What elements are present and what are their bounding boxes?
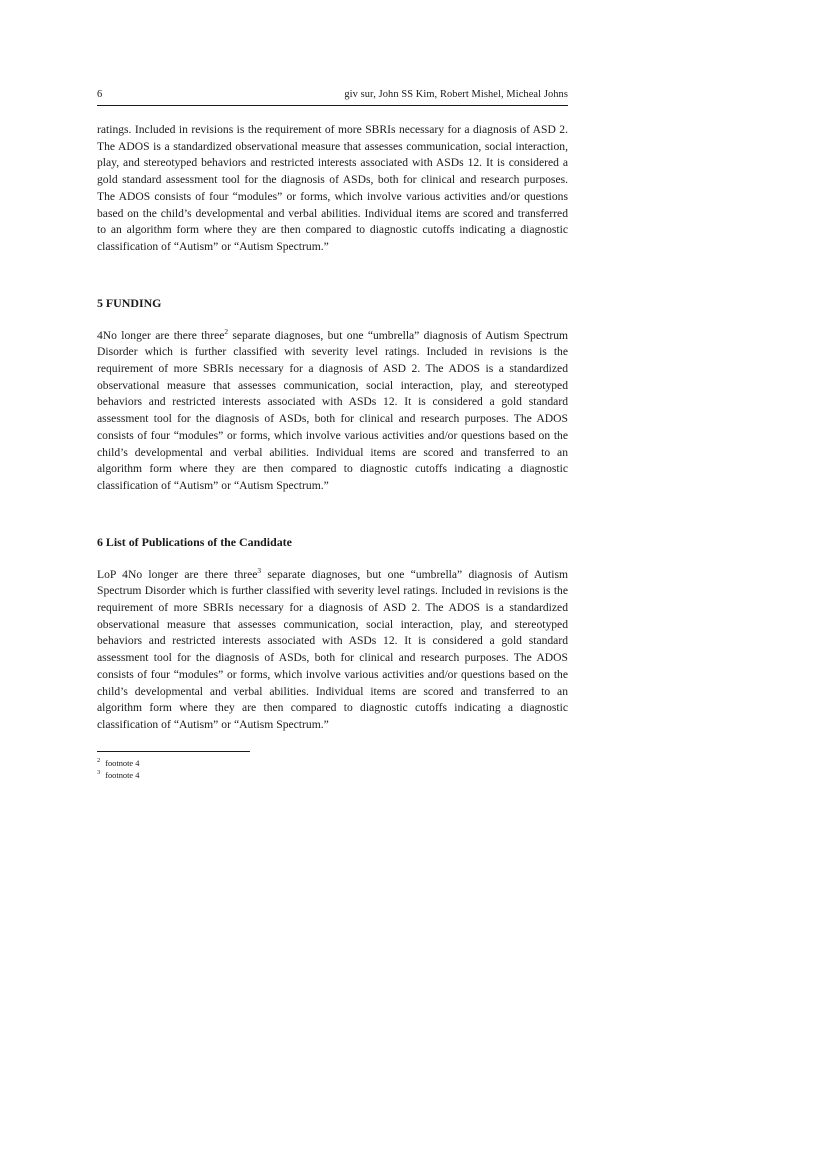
- section-6-paragraph-lead: LoP 4No longer are there three: [97, 567, 258, 581]
- section-5-paragraph: [97, 328, 568, 495]
- body-paragraph-continued: ratings. Included in revisions is the requirement of more SBRIs necessary for a diagnosis of ASD 2. The ADOS is a standardized observational measure that assesses communication, social interaction, play, and stereotyped behaviors and restricted interests associated with ASDs 12. It is considered a gold standard assessment tool for the diagnosis of ASDs, both for clinical and research purposes. The ADOS consists of four “modules” or forms, which involve various activities and/or questions based on the child’s developmental and verbal abilities. Individual items are scored and transferred to an algorithm form where they are then compared to diagnostic cutoffs indicating a diagnostic classification of “Autism” or “Autism Spectrum.”: [97, 123, 568, 253]
- footnote-entry: 2 footnote 4: [97, 756, 140, 768]
- page-content: [97, 88, 568, 782]
- spacer-after-section-6-heading: [97, 550, 568, 567]
- section-heading-5-funding: 5 FUNDING: [97, 295, 162, 310]
- spacer-after-section-5-heading: [97, 311, 568, 328]
- running-head: [97, 88, 568, 106]
- footnote-entry: 3 footnote 4: [97, 769, 140, 780]
- footnote-text: footnote 4: [105, 770, 140, 780]
- footnote-separator-rule: [97, 751, 250, 752]
- spacer-before-section-5: [97, 256, 568, 296]
- spacer-before-section-6: [97, 495, 568, 535]
- footnote-text: footnote 4: [105, 758, 140, 768]
- section-6-paragraph: [97, 567, 568, 734]
- footnote-marker-2[interactable]: 2: [224, 326, 229, 336]
- footnote-marker-3[interactable]: 3: [257, 565, 262, 575]
- section-heading-6-list-of-publications: 6 List of Publications of the Candidate: [97, 534, 292, 549]
- footnote-area: [97, 751, 568, 782]
- running-head-authors: giv sur, John SS Kim, Robert Mishel, Micheal Johns: [344, 89, 568, 100]
- section-5-paragraph-lead: 4No longer are there three: [97, 328, 225, 342]
- section-5-paragraph-rest: separate diagnoses, but one “umbrella” diagnosis of Autism Spectrum Disorder which is further classified with severity level ratings. Included in revisions is the requirement of more SBRIs necessary for a diagnosis of ASD 2. The ADOS is a standardized observational measure that assesses communication, social interaction, play, and stereotyped behaviors and restricted interests associated with ASDs 12. It is considered a gold standard assessment tool for the diagnosis of ASDs, both for clinical and research purposes. The ADOS consists of four “modules” or forms, which involve various activities and/or questions based on the child’s developmental and verbal abilities. Individual items are scored and transferred to an algorithm form where they are then compared to diagnostic cutoffs indicating a diagnostic classification of “Autism” or “Autism Spectrum.”: [97, 328, 569, 492]
- page-number: 6: [97, 89, 103, 100]
- section-6-paragraph-rest: separate diagnoses, but one “umbrella” diagnosis of Autism Spectrum Disorder which is further classified with severity level ratings. Included in revisions is the requirement of more SBRIs necessary for a diagnosis of ASD 2. The ADOS is a standardized observational measure that assesses communication, social interaction, play, and stereotyped behaviors and restricted interests associated with ASDs 12. It is considered a gold standard assessment tool for the diagnosis of ASDs, both for clinical and research purposes. The ADOS consists of four “modules” or forms, which involve various activities and/or questions based on the child’s developmental and verbal abilities. Individual items are scored and transferred to an algorithm form where they are then compared to diagnostic cutoffs indicating a diagnostic classification of “Autism” or “Autism Spectrum.”: [97, 567, 568, 731]
